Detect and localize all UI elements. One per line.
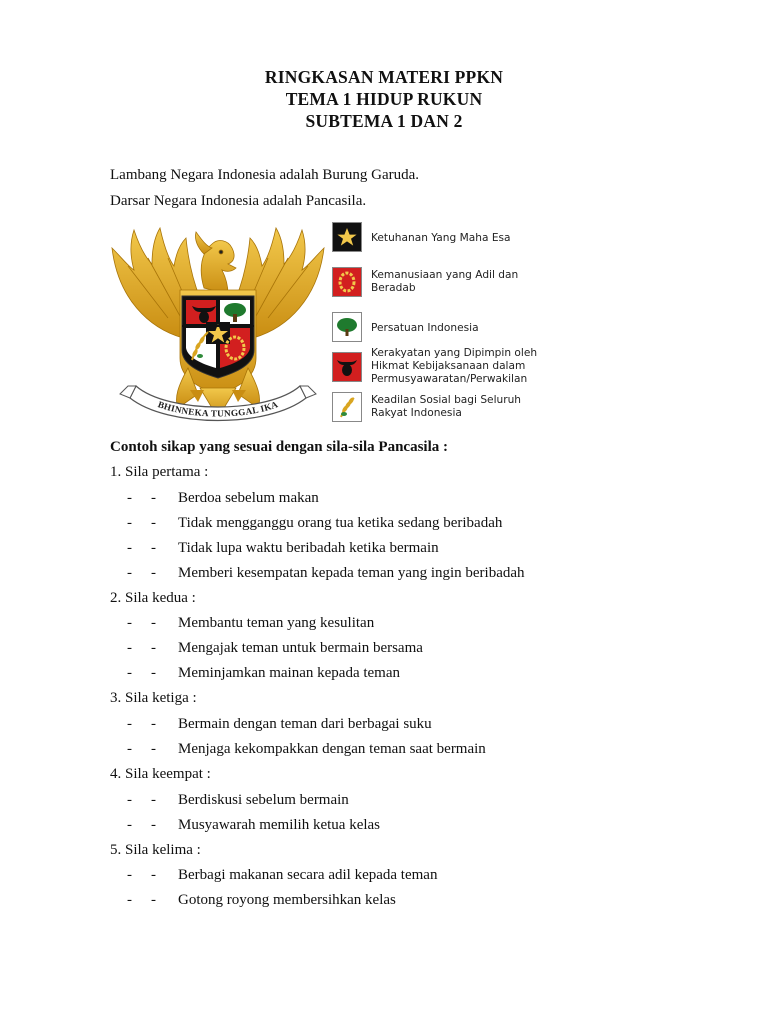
bull-head-icon [335, 356, 359, 378]
legend-box-star [332, 222, 362, 252]
legend-text-5: Keadilan Sosial bagi Seluruh Rakyat Indonesia [371, 394, 522, 419]
sila-heading-1: 1. Sila pertama : [110, 464, 209, 480]
legend-item-5 [332, 392, 554, 422]
legend-text-3: Persatuan Indonesia [371, 322, 479, 334]
title-line-3: SUBTEMA 1 DAN 2 [305, 111, 463, 131]
legend-text-2: Kemanusiaan yang Adil dan Beradab [371, 269, 519, 294]
legend-item-2 [332, 267, 554, 297]
sila-heading-4: 4. Sila keempat : [110, 766, 211, 782]
sila-heading-5: 5. Sila kelima : [110, 842, 201, 858]
document-page: RINGKASAN MATERI PPKN TEMA 1 HIDUP RUKUN SUBTEMA 1 DAN 2 Lambang Negara Indonesia adalah Burung Garuda. Darsar Negara Indonesia adalah Pancasila. BHINNEKA TUNGGAL IKA Ketuhanan Yang Maha Esa Kemanusiaan yang Adil dan Beradab Persatuan Indonesia Kerakyatan yang Dipimpin oleh Hikmat Kebijaksanaan dalam Permusyawaratan/Perwakilan Keadilan Sosial bagi Seluruh Rakyat Indonesia Contoh sikap yang sesuai dengan sila-sila Pancasila : 1. Sila pertama : - - Berdoa sebelum makan - - Tidak mengganggu orang tua ketika sedang beribadah - - Tidak lupa waktu beribadah ketika bermain - - Memberi kesempatan kepada teman yang ingin beribadah 2. Sila kedua : - - Membantu teman yang kesulitan - - Mengajak teman untuk bermain bersama - - Meminjamkan mainan kepada teman 3. Sila ketiga : - - Bermain dengan teman dari berbagai suku - - Menjaga kekompakkan dengan teman saat bermain 4. Sila keempat : - - Berdiskusi sebelum bermain - - Musyawarah memilih ketua kelas 5. Sila kelima : - - Berbagi makanan secara adil kepada teman - - Gotong royong membersihkan kelas [0, 0, 768, 1024]
section-heading: Contoh sikap yang sesuai dengan sila-sila Pancasila : [110, 439, 448, 455]
document-title [0, 66, 768, 132]
sila-heading-3: 3. Sila ketiga : [110, 690, 197, 706]
sila-heading-2: 2. Sila kedua : [110, 590, 196, 606]
rice-cotton-icon [336, 395, 358, 419]
intro-line-2: Darsar Negara Indonesia adalah Pancasila. [110, 193, 367, 209]
title-line-1: RINGKASAN MATERI PPKN [264, 67, 504, 87]
star-icon [336, 226, 358, 248]
legend-box-chain [332, 267, 362, 297]
legend-box-bull [332, 352, 362, 382]
legend-box-tree [332, 312, 362, 342]
intro-line-1: Lambang Negara Indonesia adalah Burung Garuda. [110, 167, 420, 183]
title-line-2: TEMA 1 HIDUP RUKUN [285, 89, 483, 109]
legend-item-3 [332, 312, 554, 342]
pancasila-figure [108, 218, 553, 428]
garuda-emblem [108, 218, 328, 428]
legend-item-1 [332, 222, 554, 252]
chain-icon [336, 270, 358, 294]
motto-text: BHINNEKA TUNGGAL IKA [156, 399, 280, 419]
garuda-head [195, 232, 236, 294]
pancasila-shield [182, 296, 254, 378]
legend-text-1: Ketuhanan Yang Maha Esa [371, 232, 511, 244]
legend-item-4 [332, 347, 554, 386]
legend-text-4: Kerakyatan yang Dipimpin oleh Hikmat Kebijaksanaan dalam Permusyawaratan/Perwakilan [371, 347, 538, 385]
banyan-tree-icon [335, 316, 359, 338]
legend-box-rice [332, 392, 362, 422]
